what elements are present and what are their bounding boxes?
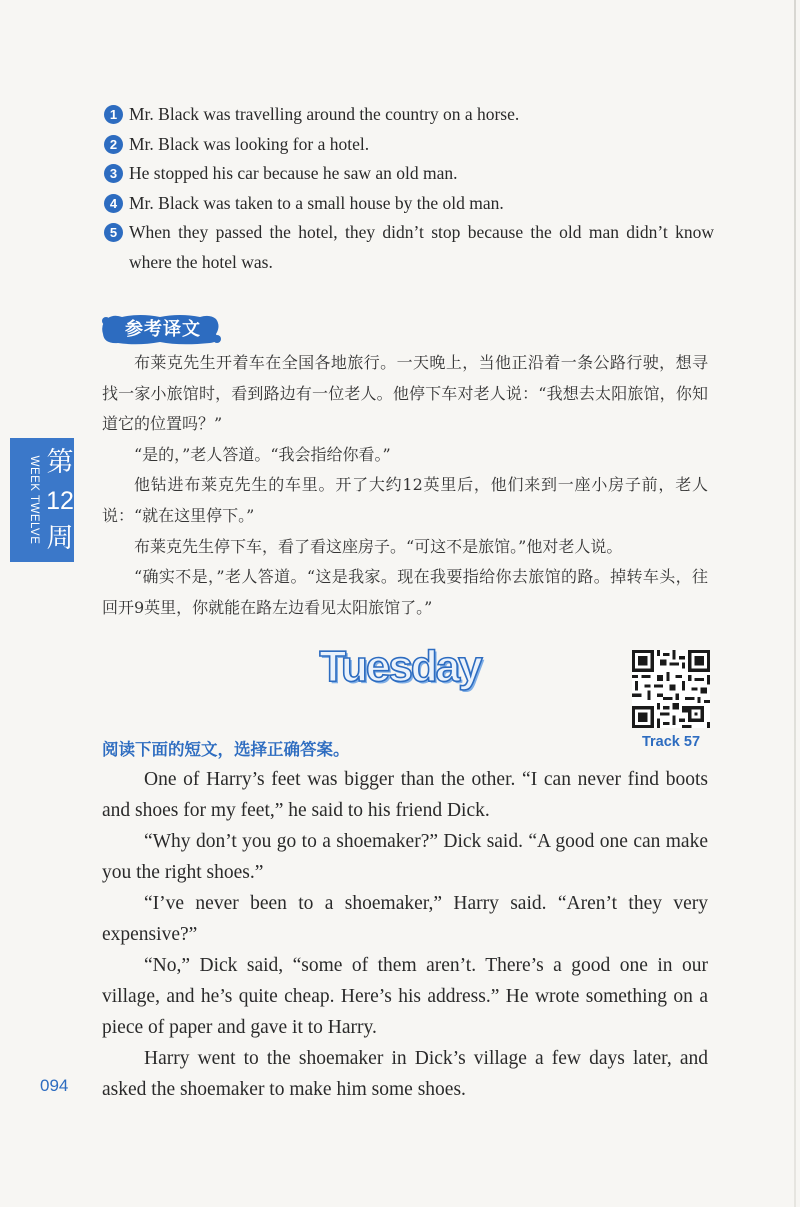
page-number: 094 xyxy=(40,1076,69,1095)
statement-item xyxy=(102,218,714,277)
translation-paragraph: 布莱克先生开着车在全国各地旅行。一天晚上，当他正沿着一条公路行驶，想寻找一家小旅馆时，看到路边有一位老人。他停下车对老人说：“我想去太阳旅馆，你知道它的位置吗？” xyxy=(102,353,708,434)
translation-paragraph: 他钻进布莱克先生的车里。开了大约12英里后，他们来到一座小房子前，老人说：“就在这里停下。” xyxy=(102,475,708,525)
number-badge: 2 xyxy=(104,135,123,154)
statement-text: Mr. Black was looking for a hotel. xyxy=(129,133,370,154)
statement-item xyxy=(102,159,714,189)
statement-list xyxy=(102,100,714,277)
story-paragraph: “No,” Dick said, “some of them aren’t. There’s a good one in our village, and he’s quite cheap. Here’s his address.” He wrote something on a piece of paper and gave it to Harry. xyxy=(102,955,708,1038)
translation-paragraph: 布莱克先生停下车，看了看这座房子。“可这不是旅馆。”他对老人说。 xyxy=(134,536,623,556)
week-number: 12 xyxy=(46,487,74,515)
statement-text: Mr. Black was taken to a small house by the old man. xyxy=(129,192,504,213)
translation-paragraph: “是的，”老人答道。“我会指给你看。” xyxy=(134,444,391,464)
week-char: 第 xyxy=(46,447,74,478)
day-title: Tuesday xyxy=(319,642,481,691)
story-paragraph: “I’ve never been to a shoemaker,” Harry said. “Aren’t they very expensive?” xyxy=(102,893,708,945)
statement-item xyxy=(102,130,714,160)
track-label: Track 57 xyxy=(641,734,701,750)
story-paragraph: “Why don’t you go to a shoemaker?” Dick said. “A good one can make you the right shoes.” xyxy=(102,831,708,883)
reference-label-text: 参考译文 xyxy=(125,319,201,340)
statement-item xyxy=(102,100,714,130)
reference-translation xyxy=(102,348,708,623)
week-title xyxy=(46,444,74,558)
reference-translation-label xyxy=(100,312,220,344)
instruction-text: 阅读下面的短文，选择正确答案。 xyxy=(102,740,350,759)
week-char: 周 xyxy=(46,523,74,554)
number-badge: 4 xyxy=(104,194,123,213)
number-badge: 5 xyxy=(104,223,123,242)
statement-item xyxy=(102,189,714,219)
qr-code-icon xyxy=(632,650,710,728)
week-side-tab xyxy=(10,438,74,562)
statement-text: When they passed the hotel, they didn’t stop because the old man didn’t know where the hotel was. xyxy=(129,222,714,272)
number-badge: 3 xyxy=(104,164,123,183)
week-subtitle: WEEK TWELVE xyxy=(28,455,40,545)
statement-text: He stopped his car because he saw an old man. xyxy=(129,163,458,183)
translation-paragraph: “确实不是，”老人答道。“这是我家。现在我要指给你去旅馆的路。掉转车头，往回开9英里，你就能在路左边看见太阳旅馆了。” xyxy=(102,567,708,617)
story-paragraph: Harry went to the shoemaker in Dick’s village a few days later, and asked the shoemaker to make him some shoes. xyxy=(102,1048,708,1100)
page-edge xyxy=(794,0,796,1207)
story-paragraph: One of Harry’s feet was bigger than the other. “I can never find boots and shoes for my feet,” he said to his friend Dick. xyxy=(102,769,708,821)
story-text xyxy=(102,764,708,1105)
statement-text: Mr. Black was travelling around the country on a horse. xyxy=(129,104,520,124)
number-badge: 1 xyxy=(104,105,123,124)
